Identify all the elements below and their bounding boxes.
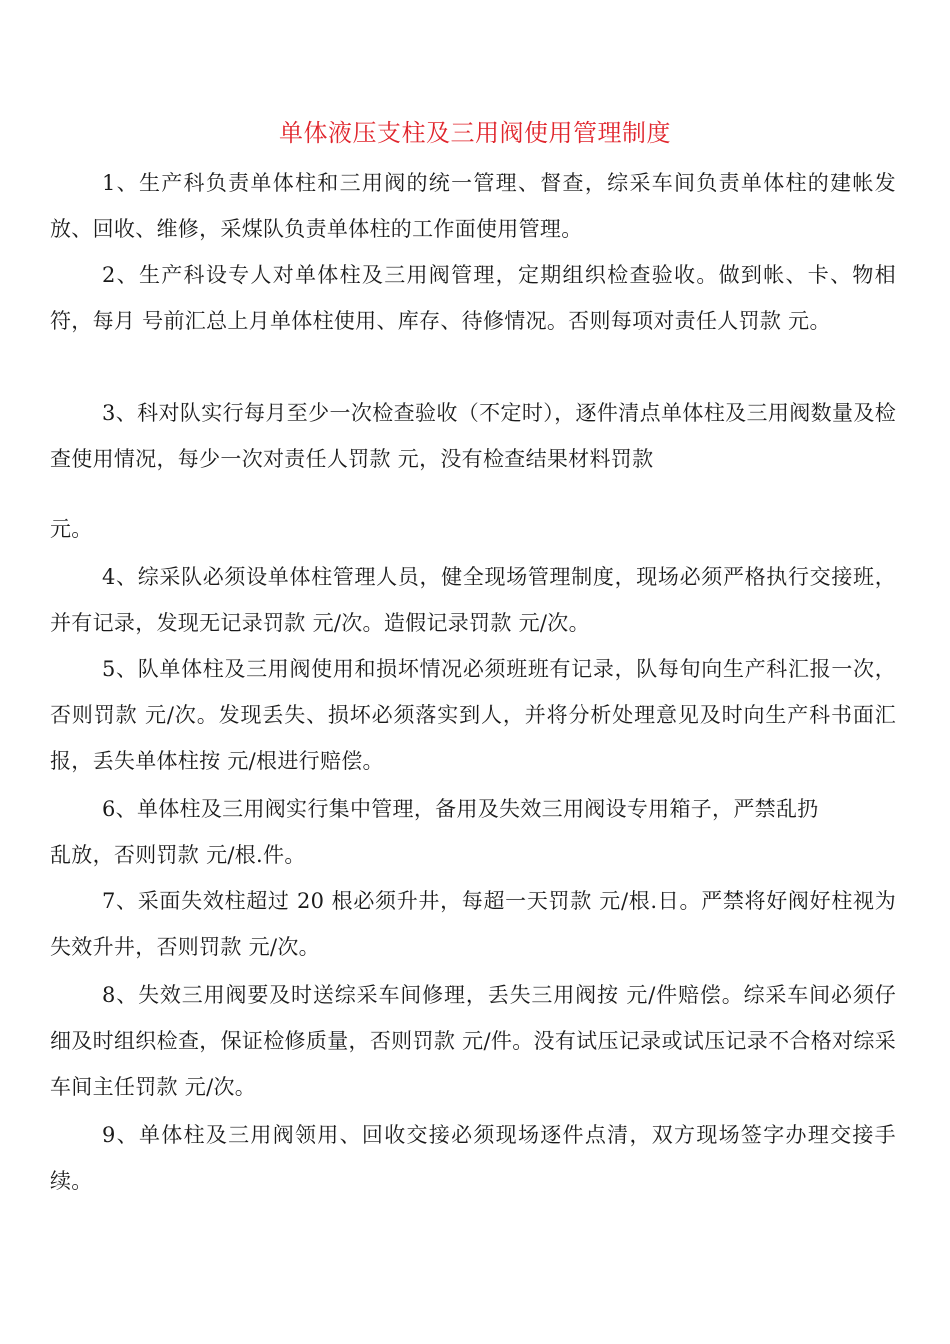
paragraph-8: 8、失效三用阀要及时送综采车间修理，丢失三用阀按 元/件赔偿。综采车间必须仔细及时组织检查，保证检修质量，否则罚款 元/件。没有试压记录或试压记录不合格对综采车间主任罚款 元/次。 bbox=[50, 983, 896, 1099]
paragraph-4: 4、综采队必须设单体柱管理人员，健全现场管理制度，现场必须严格执行交接班，并有记录，发现无记录罚款 元/次。造假记录罚款 元/次。 bbox=[50, 565, 896, 635]
paragraph-1: 1、生产科负责单体柱和三用阀的统一管理、督查，综采车间负责单体柱的建帐发放、回收、维修，采煤队负责单体柱的工作面使用管理。 bbox=[50, 171, 896, 241]
paragraph-5: 5、队单体柱及三用阀使用和损坏情况必须班班有记录，队每旬向生产科汇报一次，否则罚款 元/次。发现丢失、损坏必须落实到人，并将分析处理意见及时向生产科书面汇报，丢失单体柱按 元/根进行赔偿。 bbox=[50, 657, 896, 773]
paragraph-3: 3、科对队实行每月至少一次检查验收（不定时），逐件清点单体柱及三用阀数量及检查使用情况，每少一次对责任人罚款 元，没有检查结果材料罚款 bbox=[50, 401, 896, 471]
paragraph-7: 7、采面失效柱超过 20 根必须升井，每超一天罚款 元/根.日。严禁将好阀好柱视为失效升井，否则罚款 元/次。 bbox=[50, 889, 896, 959]
paragraph-3-continuation: 元。 bbox=[50, 517, 93, 541]
paragraph-6-continuation: 乱放，否则罚款 元/根.件。 bbox=[50, 843, 306, 867]
document-title: 单体液压支柱及三用阀使用管理制度 bbox=[279, 119, 671, 147]
paragraph-6: 6、单体柱及三用阀实行集中管理，备用及失效三用阀设专用箱子，严禁乱扔 bbox=[102, 797, 819, 821]
paragraph-9: 9、单体柱及三用阀领用、回收交接必须现场逐件点清，双方现场签字办理交接手续。 bbox=[50, 1123, 896, 1193]
paragraph-2: 2、生产科设专人对单体柱及三用阀管理，定期组织检查验收。做到帐、卡、物相符，每月 号前汇总上月单体柱使用、库存、待修情况。否则每项对责任人罚款 元。 bbox=[50, 263, 896, 333]
